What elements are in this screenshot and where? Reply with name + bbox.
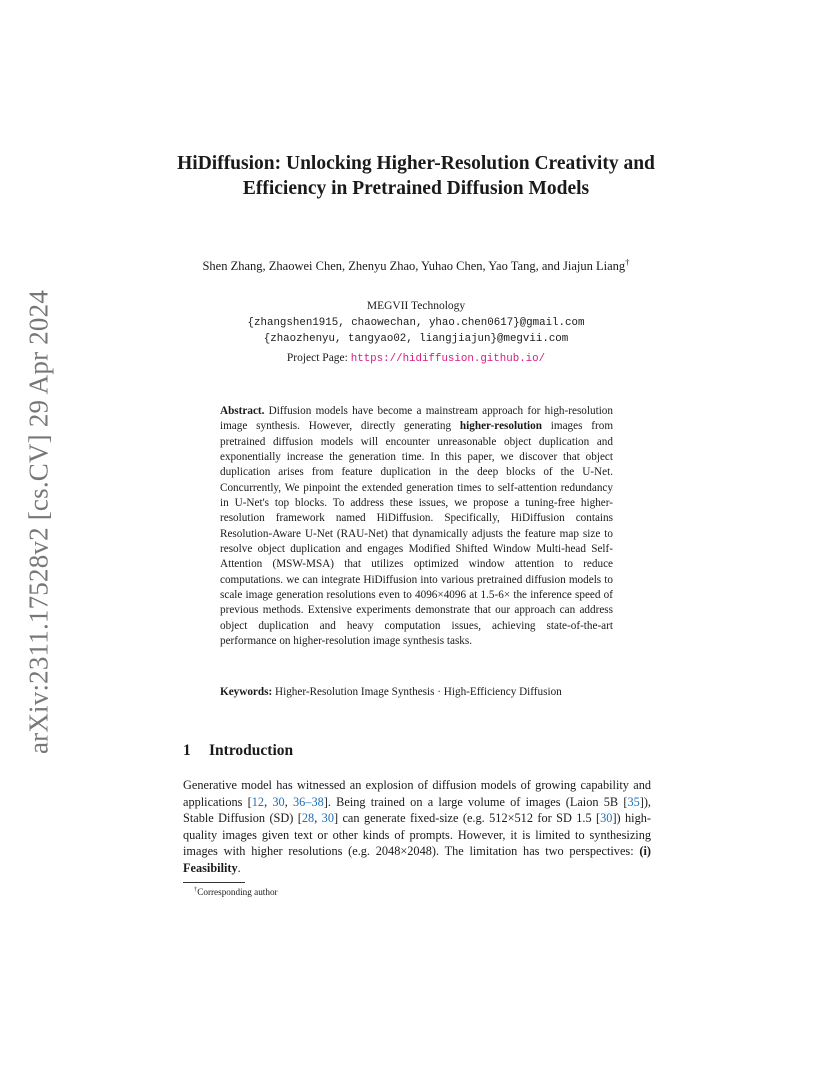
abstract-text-2: images from pretrained diffusion models will encounter unreasonable object duplication and exponentially increase the generation time. In this paper, we discover that object duplication arises from feature duplication in the deep blocks of the U-Net. Concurrently, We pinpoint the extended generation times to self-attention redundancy in U-Net's top blocks. To address these issues, we propose a tuning-free higher-resolution framework named HiDiffusion. Specifically, HiDiffusion contains Resolution-Aware U-Net (RAU-Net) that dynamically adjusts the feature map size to resolve object duplication and engages Modified Shifted Window Multi-head Self-Attention (MSW-MSA) that utilizes optimized window attention to reduce computations. we can integrate HiDiffusion into various pretrained diffusion models to scale image generation resolutions even to 4096×4096 at 1.5-6× the inference speed of previous methods. Extensive experiments demonstrate that our approach can address object duplication and heavy computation issues, achieving state-of-the-art performance on higher-resolution image synthesis tasks. bbox=[220, 420, 614, 648]
abstract-label: Abstract. bbox=[220, 405, 265, 417]
introduction-paragraph bbox=[183, 777, 651, 876]
footnote-rule bbox=[183, 882, 245, 883]
citation-link[interactable]: 36–38 bbox=[293, 794, 324, 809]
corresponding-author-mark: † bbox=[625, 257, 630, 267]
footnote-mark: † bbox=[194, 886, 198, 893]
citation-link[interactable]: 30 bbox=[272, 794, 285, 809]
keywords bbox=[220, 685, 613, 700]
keywords-label: Keywords: bbox=[220, 686, 273, 698]
email-line-2: {zhaozhenyu, tangyao02, liangjiajun}@megvii.com bbox=[263, 333, 569, 345]
intro-sep: , bbox=[314, 811, 322, 825]
intro-text: ] can generate fixed-size (e.g. 512×512 for SD 1.5 [ bbox=[333, 811, 601, 825]
intro-text: Generative model has witnessed an explosion of diffusion models of growing capability and applications [ bbox=[183, 778, 651, 809]
intro-sep: , bbox=[264, 794, 273, 809]
abstract bbox=[220, 404, 613, 650]
intro-sep: , bbox=[284, 794, 294, 809]
author-names: Shen Zhang, Zhaowei Chen, Zhenyu Zhao, Yuhao Chen, Yao Tang, and Jiajun Liang bbox=[202, 259, 626, 274]
keywords-text: Higher-Resolution Image Synthesis · High-Efficiency Diffusion bbox=[275, 686, 562, 698]
email-line-1: {zhangshen1915, chaowechan, yhao.chen0617}@gmail.com bbox=[247, 316, 585, 329]
citation-link[interactable]: 30 bbox=[600, 811, 613, 825]
footnote bbox=[194, 886, 278, 897]
citation-link[interactable]: 12 bbox=[251, 794, 265, 809]
citation-link[interactable]: 30 bbox=[321, 811, 334, 825]
paper-title: HiDiffusion: Unlocking Higher-Resolution Creativity and Efficiency in Pretrained Diffusion Models bbox=[177, 153, 655, 199]
affiliation: MEGVII Technology bbox=[366, 300, 466, 312]
citation-link[interactable]: 35 bbox=[627, 794, 640, 809]
abstract-text-1: Diffusion models have become a mainstream approach for high-resolution image synthesis. However, directly generating bbox=[220, 405, 613, 433]
section-heading bbox=[183, 742, 293, 760]
intro-text: ]) high-quality images given text or other kinds of prompts. However, it is limited to synthesizing images with higher resolutions (e.g. 2048×2048). The limitation has two perspectives: bbox=[183, 811, 651, 858]
citation-link[interactable]: 28 bbox=[301, 811, 315, 825]
project-page-link[interactable]: https://hidiffusion.github.io/ bbox=[350, 352, 546, 365]
intro-text: . bbox=[237, 860, 241, 875]
arxiv-identifier: arXiv:2311.17528v2 [cs.CV] 29 Apr 2024 bbox=[23, 289, 54, 755]
abstract-bold-term: higher-resolution bbox=[459, 420, 542, 433]
intro-text: ]), Stable Diffusion (SD) [ bbox=[183, 794, 651, 825]
section-number: 1 bbox=[183, 742, 191, 759]
intro-text: ]. Being trained on a large volume of images (Laion 5B [ bbox=[323, 794, 628, 809]
affiliation-block bbox=[190, 298, 642, 367]
project-page-label: Project Page: bbox=[286, 351, 348, 364]
author-list bbox=[190, 254, 642, 275]
project-page bbox=[190, 350, 642, 368]
footnote-text: Corresponding author bbox=[197, 887, 278, 898]
section-title: Introduction bbox=[209, 742, 294, 759]
intro-bold-term: (i) Feasibility bbox=[183, 844, 651, 875]
